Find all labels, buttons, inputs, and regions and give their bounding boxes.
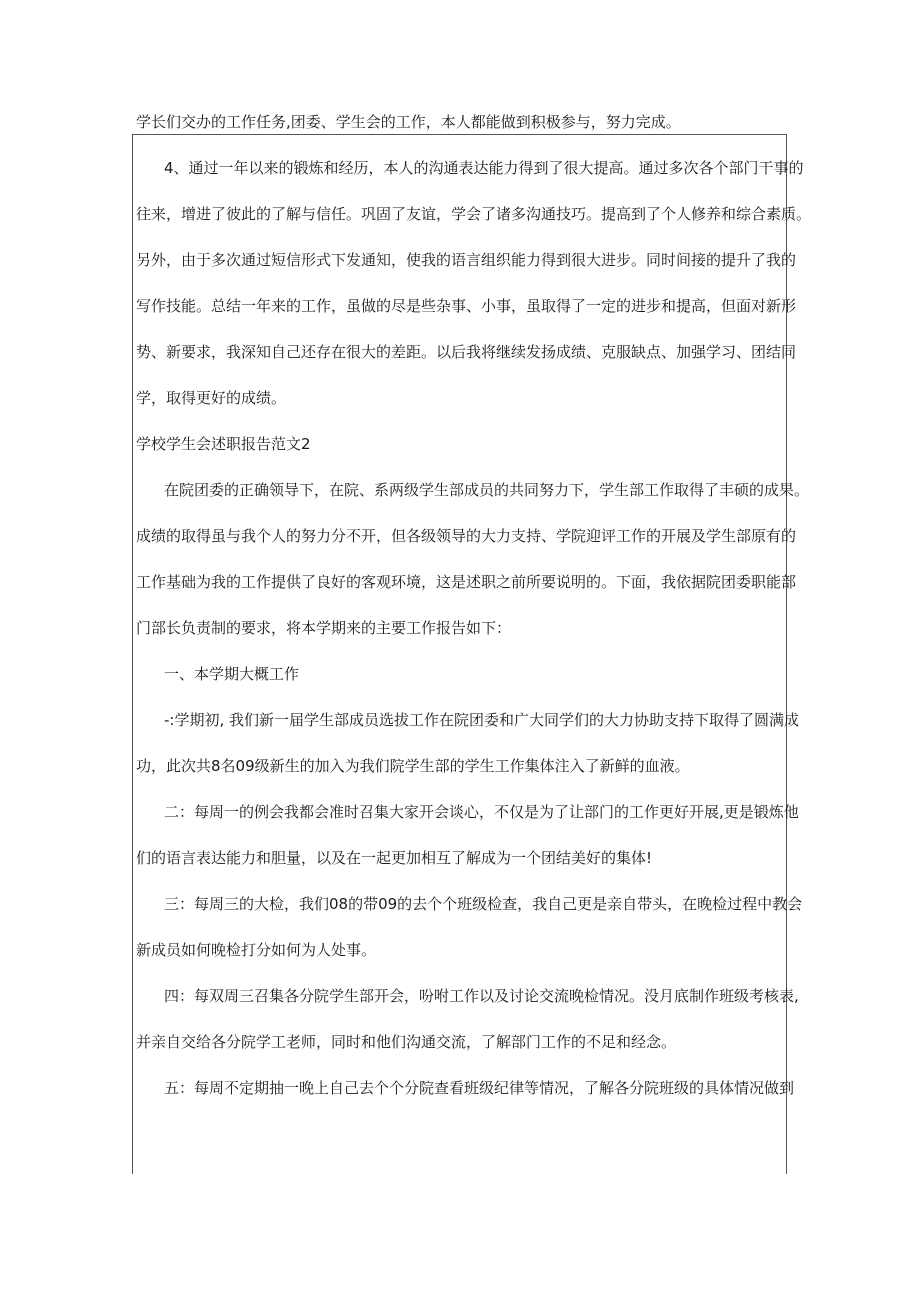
text-line-10: 成绩的取得虽与我个人的努力分不开，但各级领导的大力支持、学院迎评工作的开展及学生部原有的 bbox=[136, 527, 797, 545]
text-line-19: 新成员如何晚检打分如何为人处事。 bbox=[136, 941, 377, 959]
text-line-3: 往来，增进了彼此的了解与信任。巩固了友谊，学会了诸多沟通技巧。提高到了个人修养和综合素质。 bbox=[136, 205, 812, 223]
text-line-15: 功，此次共8名09级新生的加入为我们院学生部的学生工作集体注入了新鲜的血液。 bbox=[136, 757, 690, 775]
table-border-top bbox=[132, 134, 786, 135]
text-line-22: 五：每周不定期抽一晚上自己去个个分院查看班级纪律等情况，了解各分院班级的具体情况做到 bbox=[164, 1079, 795, 1097]
table-border-left bbox=[132, 134, 133, 1174]
text-line-16: 二：每周一的例会我都会准时召集大家开会谈心，不仅是为了让部门的工作更好开展,更是锻炼他 bbox=[164, 803, 799, 821]
text-line-5: 写作技能。总结一年来的工作，虽做的尽是些杂事、小事，虽取得了一定的进步和提高，但面对新形 bbox=[136, 297, 797, 315]
text-line-18: 三：每周三的大检，我们08的带09的去个个班级检查，我自己更是亲自带头，在晚检过程中教会 bbox=[164, 895, 803, 913]
text-line-14: -:学期初, 我们新一届学生部成员选拔工作在院团委和广大同学们的大力协助支持下取得了圆满成 bbox=[164, 711, 800, 729]
text-line-9: 在院团委的正确领导下，在院、系两级学生部成员的共同努力下，学生部工作取得了丰硕的成果。 bbox=[164, 481, 810, 499]
text-line-20: 四：每双周三召集各分院学生部开会，吩咐工作以及讨论交流晚检情况。没月底制作班级考核表, bbox=[164, 987, 799, 1005]
text-line-7: 学，取得更好的成绩。 bbox=[136, 389, 287, 407]
text-line-11: 工作基础为我的工作提供了良好的客观环境，这是述职之前所要说明的。下面，我依据院团委职能部 bbox=[136, 573, 797, 591]
subsection-heading: 一、本学期大概工作 bbox=[164, 665, 300, 683]
text-line-2: 4、通过一年以来的锻炼和经历，本人的沟通表达能力得到了很大提高。通过多次各个部门干事的 bbox=[164, 159, 804, 177]
text-line-17: 们的语言表达能力和胆量，以及在一起更加相互了解成为一个团结美好的集体! bbox=[136, 849, 653, 867]
section-heading: 学校学生会述职报告范文2 bbox=[136, 435, 311, 453]
text-line-1: 学长们交办的工作任务,团委、学生会的工作，本人都能做到积极参与，努力完成。 bbox=[136, 113, 681, 131]
table-border-right bbox=[786, 134, 787, 1174]
text-line-4: 另外，由于多次通过短信形式下发通知，使我的语言组织能力得到很大进步。同时间接的提升了我的 bbox=[136, 251, 797, 269]
text-line-12: 门部长负责制的要求，将本学期来的主要工作报告如下： bbox=[136, 619, 512, 637]
text-line-6: 势、新要求，我深知自己还存在很大的差距。以后我将继续发扬成绩、克服缺点、加强学习、团结同 bbox=[136, 343, 797, 361]
text-line-21: 并亲自交给各分院学工老师，同时和他们沟通交流，了解部门工作的不足和经念。 bbox=[136, 1033, 677, 1051]
